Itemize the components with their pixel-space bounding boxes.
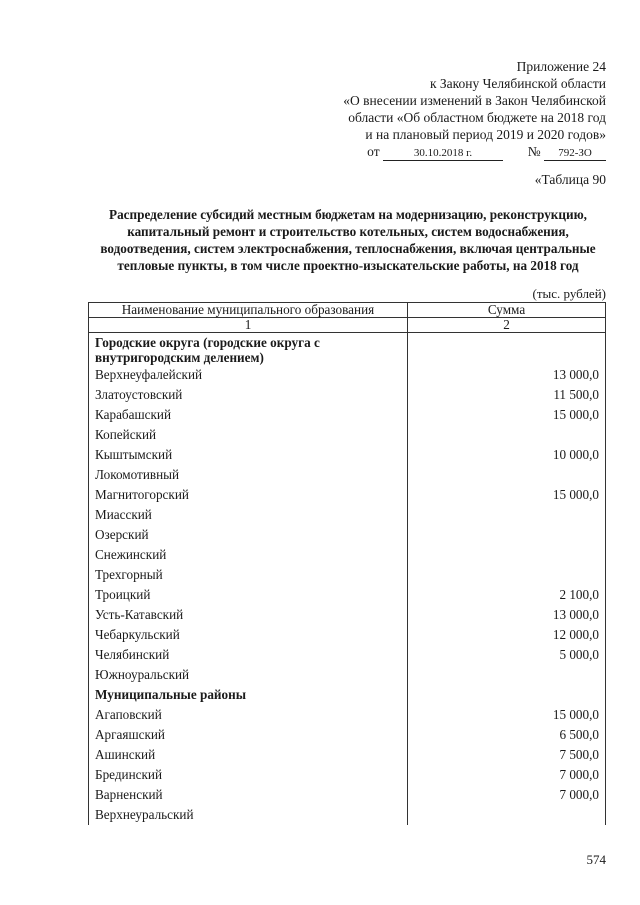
municipality-name: Аргаяшский: [89, 725, 408, 745]
table-row: [89, 805, 606, 825]
subsidy-amount: 2 100,0: [408, 585, 606, 605]
section-sum-cell: [408, 685, 606, 705]
table-row: [89, 605, 606, 625]
table-row: [89, 645, 606, 665]
subsidy-amount: 6 500,0: [408, 725, 606, 745]
section-title: Муниципальные районы: [89, 685, 408, 705]
law-reference: к Закону Челябинской области: [429, 76, 606, 91]
subsidy-amount: 13 000,0: [408, 605, 606, 625]
subsidy-amount: 15 000,0: [408, 485, 606, 505]
subsidy-amount: [408, 525, 606, 545]
subsidy-amount: 15 000,0: [408, 405, 606, 425]
municipality-name: Южноуральский: [89, 665, 408, 685]
subsidy-amount: 12 000,0: [408, 625, 606, 645]
subsidy-amount: 7 000,0: [408, 785, 606, 805]
subsidy-table: [88, 302, 606, 825]
column-header-sum: Сумма: [408, 303, 606, 318]
subsidy-amount: [408, 505, 606, 525]
table-row: [89, 725, 606, 745]
subsidy-amount: [408, 565, 606, 585]
table-row: [89, 765, 606, 785]
law-title-line: «О внесении изменений в Закон Челябинской: [343, 93, 606, 108]
table-row: [89, 425, 606, 445]
table-header-row: [89, 303, 606, 318]
law-title-line: и на плановый период 2019 и 2020 годов»: [365, 127, 606, 142]
municipality-name: Озерский: [89, 525, 408, 545]
municipality-name: Магнитогорский: [89, 485, 408, 505]
table-row: [89, 365, 606, 385]
subsidy-amount: [408, 425, 606, 445]
number-prefix: №: [527, 144, 541, 159]
table-row: [89, 665, 606, 685]
table-row: [89, 705, 606, 725]
table-number-row: [89, 318, 606, 333]
municipality-name: Копейский: [89, 425, 408, 445]
appendix-label: Приложение 24: [516, 59, 606, 74]
municipality-name: Верхнеуфалейский: [89, 365, 408, 385]
municipality-name: Снежинский: [89, 545, 408, 565]
table-row: [89, 745, 606, 765]
municipality-name: Троицкий: [89, 585, 408, 605]
municipality-name: Брединский: [89, 765, 408, 785]
municipality-name: Варненский: [89, 785, 408, 805]
subsidy-amount: 13 000,0: [408, 365, 606, 385]
municipality-name: Чебаркульский: [89, 625, 408, 645]
municipality-name: Трехгорный: [89, 565, 408, 585]
municipality-name: Кыштымский: [89, 445, 408, 465]
document-header: [343, 58, 606, 160]
date-prefix: от: [367, 144, 380, 159]
table-row: [89, 525, 606, 545]
municipality-name: Карабашский: [89, 405, 408, 425]
subsidy-amount: [408, 465, 606, 485]
page-number: 574: [586, 852, 606, 867]
table-row: [89, 625, 606, 645]
subsidy-amount: 7 000,0: [408, 765, 606, 785]
document-title: Распределение субсидий местным бюджетам на модернизацию, реконструкцию, капитальный ремонт и строительство котельных, систем водоснабжения, водоотведения, систем электроснабжения, теплоснабжения, включая центральные тепловые пункты, в том числе проектно-изыскательские работы, на 2018 год: [100, 207, 596, 273]
column-number-1: 1: [89, 318, 408, 333]
municipality-name: Усть-Катавский: [89, 605, 408, 625]
subsidy-amount: 15 000,0: [408, 705, 606, 725]
subsidy-amount: 11 500,0: [408, 385, 606, 405]
column-header-name: Наименование муниципального образования: [89, 303, 408, 318]
table-row: [89, 445, 606, 465]
subsidy-amount: 7 500,0: [408, 745, 606, 765]
municipality-name: Златоустовский: [89, 385, 408, 405]
table-row: [89, 565, 606, 585]
municipality-name: Ашинский: [89, 745, 408, 765]
date-value: 30.10.2018 г.: [383, 147, 503, 161]
table-row: [89, 505, 606, 525]
table-row: [89, 405, 606, 425]
table-row: [89, 545, 606, 565]
number-value: 792-ЗО: [544, 147, 606, 161]
table-row: [89, 485, 606, 505]
section-header-row: [89, 333, 606, 366]
section-header-row: [89, 685, 606, 705]
municipality-name: Миасский: [89, 505, 408, 525]
subsidy-amount: [408, 805, 606, 825]
municipality-name: Агаповский: [89, 705, 408, 725]
municipality-name: Локомотивный: [89, 465, 408, 485]
table-row: [89, 585, 606, 605]
municipality-name: Верхнеуральский: [89, 805, 408, 825]
units-label: (тыс. рублей): [532, 286, 606, 301]
subsidy-amount: [408, 545, 606, 565]
subsidy-amount: [408, 665, 606, 685]
table-row: [89, 465, 606, 485]
subsidy-amount: 5 000,0: [408, 645, 606, 665]
law-title-line: области «Об областном бюджете на 2018 год: [348, 110, 606, 125]
column-number-2: 2: [408, 318, 606, 333]
table-row: [89, 785, 606, 805]
table-label: «Таблица 90: [534, 172, 606, 187]
date-number-line: [343, 143, 606, 160]
section-sum-cell: [408, 333, 606, 366]
municipality-name: Челябинский: [89, 645, 408, 665]
subsidy-amount: 10 000,0: [408, 445, 606, 465]
table-row: [89, 385, 606, 405]
section-title: Городские округа (городские округа с внутригородским делением): [89, 333, 408, 366]
